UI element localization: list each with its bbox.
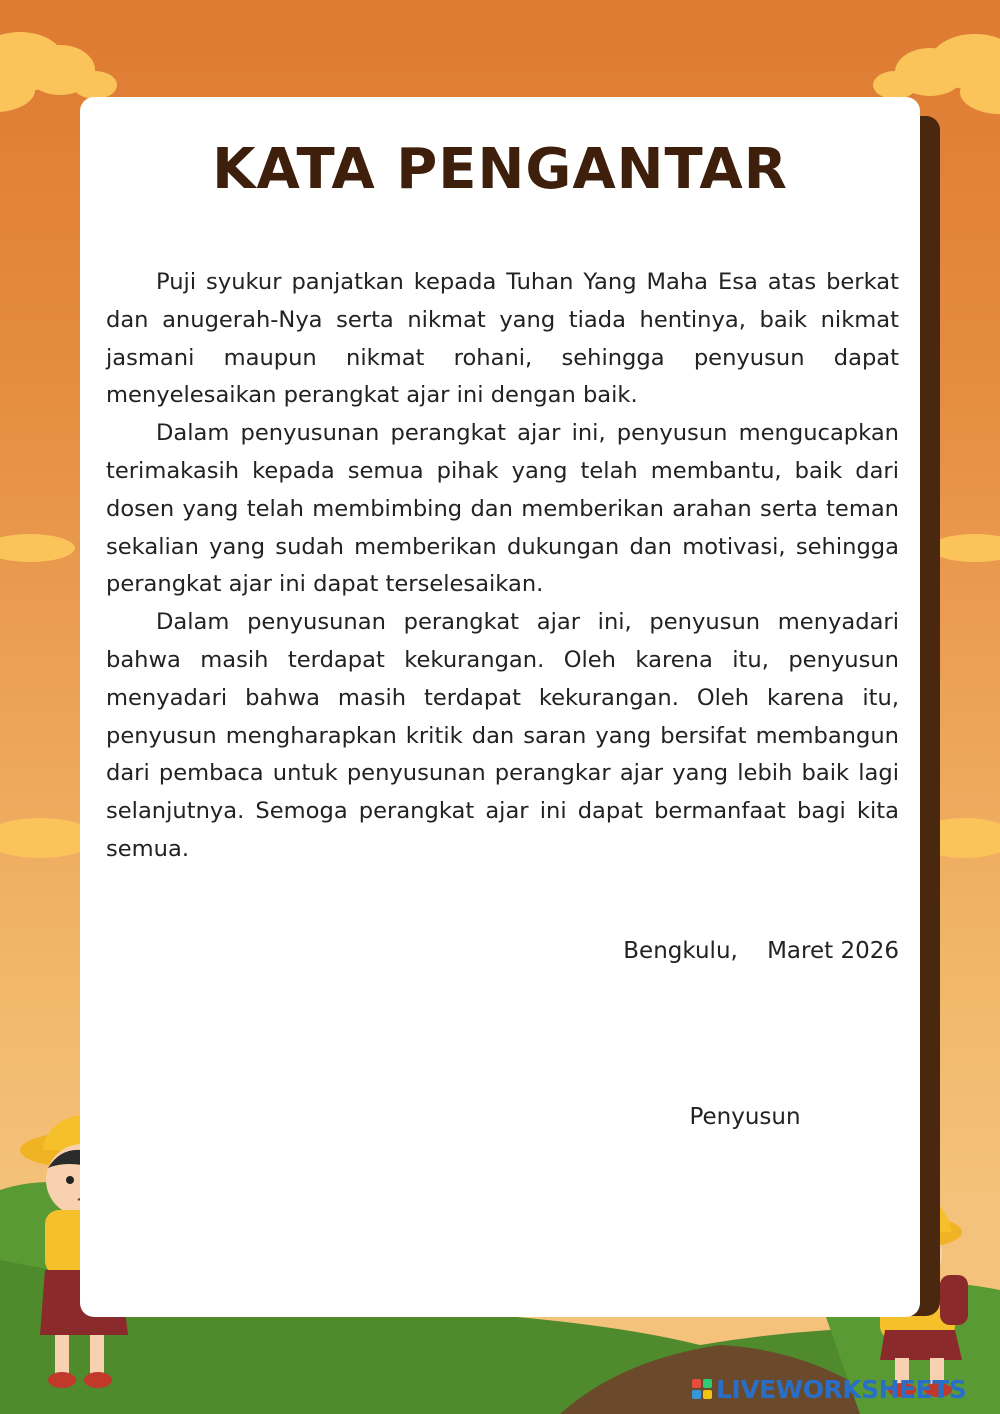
signer-name: Penyusun (689, 1104, 801, 1130)
document-title: KATA PENGANTAR (212, 137, 788, 202)
document-body (106, 264, 899, 869)
paragraph-1: Puji syukur panjatkan kepada Tuhan Yang Maha Esa atas berkat dan anugerah-Nya serta nikmat yang tiada hentinya, baik nikmat jasmani maupun nikmat rohani, sehingga penyusun dapat menyelesaikan perangkat ajar ini dengan baik. (106, 269, 899, 409)
paragraph-2: Dalam penyusunan perangkat ajar ini, penyusun mengucapkan terimakasih kepada semua pihak yang telah membantu, baik dari dosen yang telah membimbing dan memberikan arahan serta teman sekalian yang sudah memberikan dukungan dan motivasi, sehingga perangkat ajar ini dapat terselesaikan. (106, 420, 899, 598)
liveworksheets-logo-icon (692, 1379, 712, 1399)
place-date: Bengkulu, Maret 2026 (623, 938, 899, 964)
watermark-text: LIVEWORKSHEETS (716, 1374, 967, 1404)
liveworksheets-watermark (692, 1374, 966, 1404)
paragraph-3: Dalam penyusunan perangkat ajar ini, penyusun menyadari bahwa masih terdapat kekurangan. Oleh karena itu, penyusun menyadari bahwa masih terdapat kekurangan. Oleh karena itu, penyusun mengharapkan kritik dan saran yang bersifat membangun dari pembaca untuk penyusunan perangkar ajar yang lebih baik lagi selanjutnya. Semoga perangkat ajar ini dapat bermanfaat bagi kita semua. (106, 609, 899, 862)
